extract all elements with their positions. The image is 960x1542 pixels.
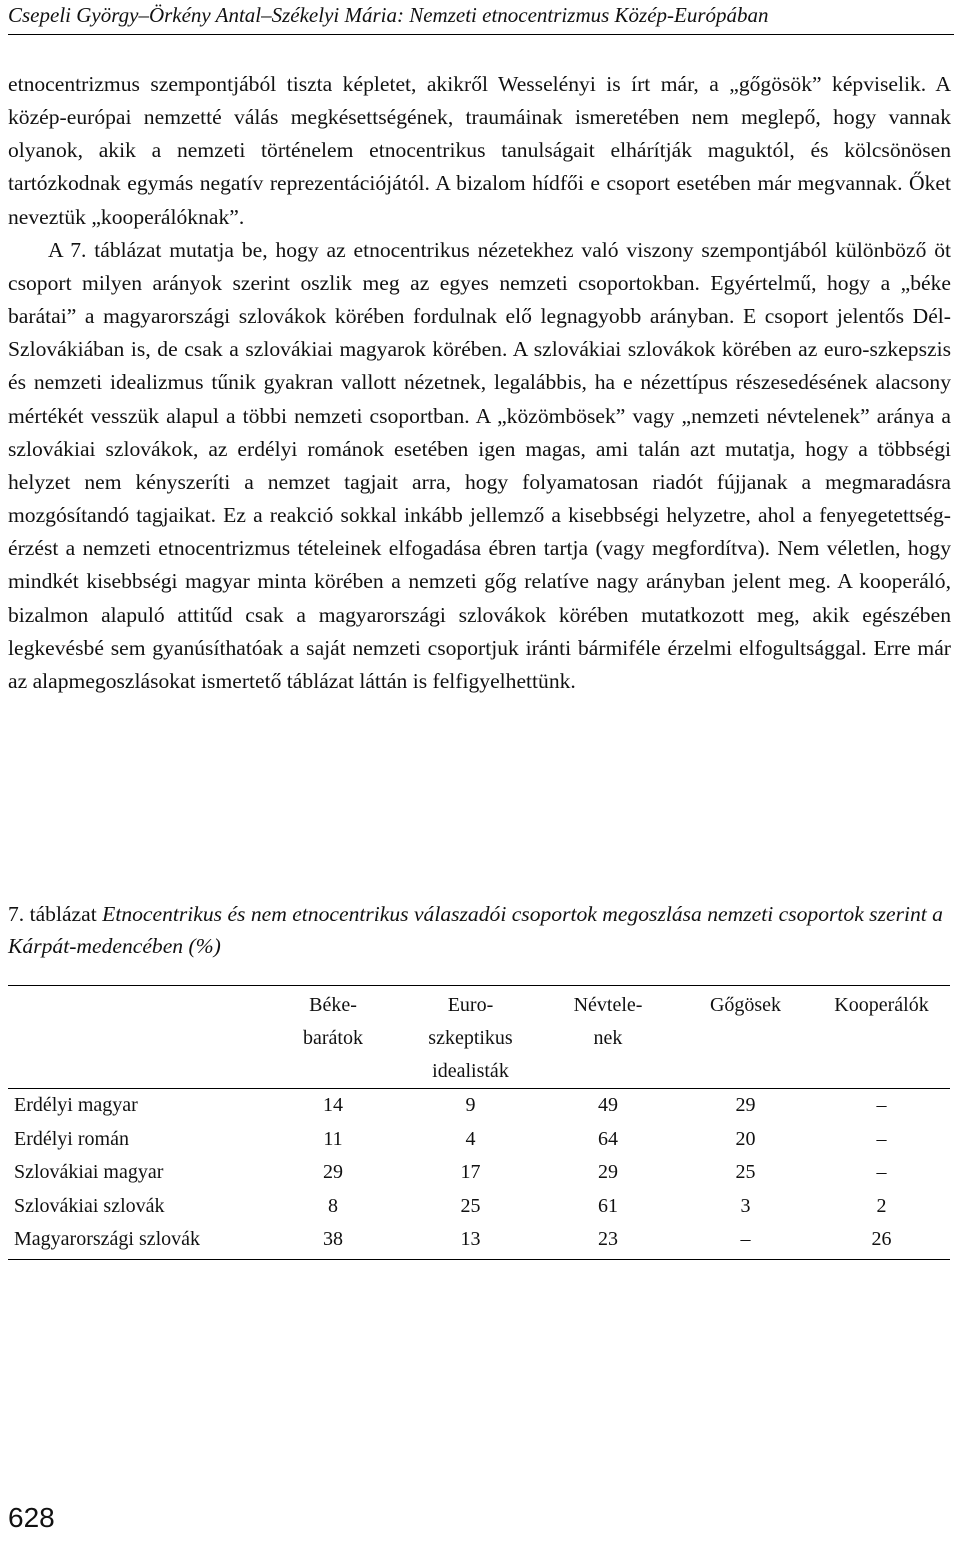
row-label: Erdélyi román: [14, 1127, 129, 1150]
table-cell: –: [740, 1228, 751, 1251]
table-cell: 2: [876, 1194, 887, 1217]
row-label: Szlovákiai szlovák: [14, 1194, 165, 1217]
table-row: [8, 1190, 950, 1224]
table-row: [8, 1223, 950, 1259]
table-cell: 29: [598, 1161, 618, 1184]
running-header: [8, 0, 954, 35]
table-cell: –: [876, 1094, 887, 1117]
table-cell: 17: [460, 1161, 481, 1184]
paragraph-1: etnocentrizmus szempontjából tiszta képletet, akikről Wesselényi is írt már, a „gőgösök” képviselik. A közép-európai nemzetté válás megkésettségének, traumáinak ismeretében nem meglepő, hogy vannak olyanok, akik a nemzeti történelem etnocentrikus tanulságait elhárítják maguktól, és kölcsönösen tartózkodnak egymás negatív reprezentációjától. A bizalom hídfői e csoport esetében már megvannak. Őket neveztük „kooperálóknak”.: [8, 72, 951, 229]
table-cell: 64: [598, 1127, 618, 1150]
table-cell: 11: [323, 1127, 343, 1150]
row-label: Erdélyi magyar: [14, 1094, 138, 1117]
table-row: [8, 1089, 950, 1123]
table-cell: 14: [323, 1094, 343, 1117]
column-header: Kooperálók: [813, 986, 950, 1089]
table-cell: 29: [323, 1161, 343, 1184]
table-cell: 49: [598, 1094, 618, 1117]
row-label: Szlovákiai magyar: [14, 1161, 164, 1184]
table-caption-label: 7. táblázat: [8, 902, 103, 926]
data-table: [8, 985, 950, 1260]
table-caption: [8, 898, 951, 962]
table-cell: 13: [460, 1228, 481, 1251]
table-cell: 4: [465, 1127, 476, 1150]
row-label: Magyarországi szlovák: [14, 1228, 201, 1251]
table-cell: 20: [735, 1127, 756, 1150]
table-header-row: [8, 986, 950, 1089]
table-cell: 38: [323, 1228, 343, 1251]
table-caption-title: Etnocentrikus és nem etnocentrikus válaszadói csoportok megoszlása nemzeti csoportok szerint a Kárpát-medencében (%): [8, 902, 943, 958]
table-cell: 9: [465, 1094, 476, 1117]
column-header: Névtele- nek: [538, 986, 678, 1089]
table-row: [8, 1123, 950, 1157]
table-cell: 26: [871, 1228, 892, 1251]
table-cell: 29: [735, 1094, 756, 1117]
table-cell: 25: [735, 1161, 756, 1184]
table-cell: 23: [598, 1228, 618, 1251]
table-cell: 3: [740, 1194, 751, 1217]
running-title: Csepeli György–Örkény Antal–Székelyi Mária: Nemzeti etnocentrizmus Közép-Európában: [8, 3, 769, 27]
page-number: 628: [8, 1502, 55, 1533]
table-cell: 8: [328, 1194, 338, 1217]
column-header: Gőgösek: [678, 986, 813, 1089]
table-cell: 61: [598, 1194, 618, 1217]
paragraph-2: A 7. táblázat mutatja be, hogy az etnocentrikus nézetekhez való viszony szempontjából különböző öt csoport milyen arányok szerint oszlik meg az egyes nemzeti csoportokban. Egyértelmű, hogy a „béke barátai” a magyarországi szlovákok körében fordulnak elő legnagyobb arányban. E csoport jelentős Dél-Szlovákiában is, de csak a szlovákiai magyarok körében. A szlovákiai szlovákok körében az euro-szkepszis és nemzeti idealizmus tűnik gyakran vallott nézetnek, legalábbis, ha e nézettípus részesedésének alacsony mértékét vesszük alapul a többi nemzeti csoportban. A „közömbösek” vagy „nemzeti névtelenek” aránya a szlovákiai szlovákok, az erdélyi románok esetében igen magas, ami talán azt mutatja, hogy a többségi helyzet nem kényszeríti a nemzet tagjait arra, hogy folyamatosan riadót fújjanak a megmaradásra mozgósítandó tagjaikat. Ez a reakció sokkal inkább jellemző a kisebbségi helyzetre, ahol a fenyegetettség-érzést a nemzeti etnocentrizmus tételeinek elfogadása ébren tartja (vagy megfordítva). Nem véletlen, hogy mindkét kisebbségi magyar minta körében a nemzeti gőg relatíve nagy arányban jelent meg. A kooperáló, bizalmon alapuló attitűd csak a magyarországi szlovákok körében mutatkozott meg, akik egészében legkevésbé sem gyanúsíthatóak a saját nemzeti csoportjuk iránti bármiféle érzelmi elfogultsággal. Erre már az alapmegoszlásokat ismertető táblázat láttán is felfigyelhettünk.: [8, 237, 951, 693]
column-header: Euro- szkeptikus idealisták: [403, 986, 538, 1089]
header-empty-cell: [8, 986, 263, 1089]
column-header: Béke- barátok: [263, 986, 403, 1089]
table-cell: –: [876, 1161, 887, 1184]
table-cell: –: [876, 1127, 887, 1150]
table-cell: 25: [460, 1194, 481, 1217]
table-row: [8, 1156, 950, 1190]
body-text: [8, 68, 951, 698]
